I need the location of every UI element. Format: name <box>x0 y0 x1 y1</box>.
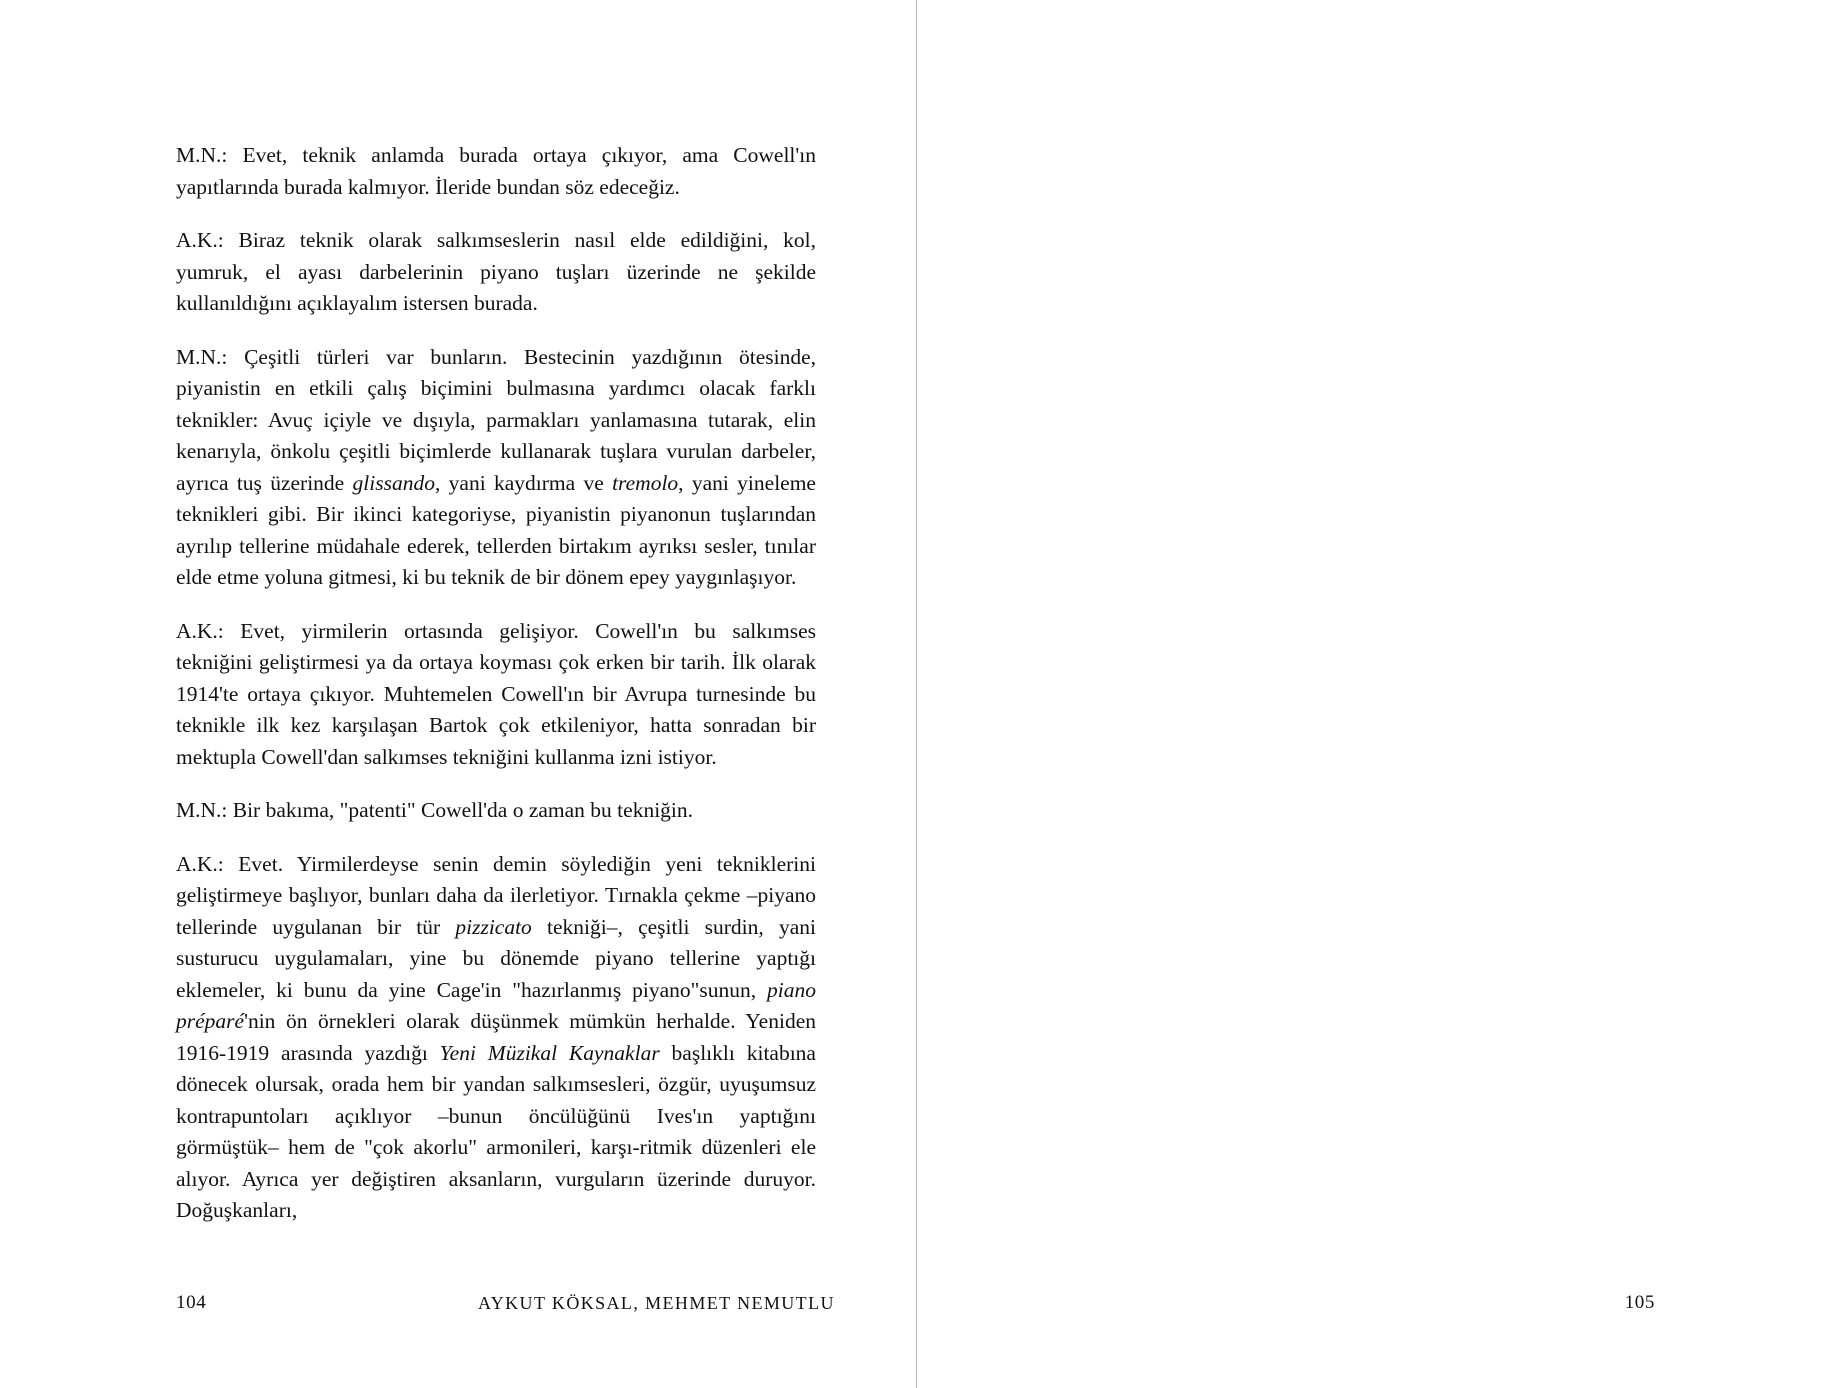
paragraph: M.N.: Çeşitli türleri var bunların. Bestecinin yazdığının ötesinde, piyanistin en etkili çalış biçimini bulmasına yardımcı olacak farklı teknikler: Avuç içiyle ve dışıyla, parmakları yanlamasına tutarak, elin kenarıyla, önkolu çeşitli biçimlerde kullanarak tuşlara vurulan darbeler, ayrıca tuş üzerinde glissando, yani kaydırma ve tremolo, yani yineleme teknikleri gibi. Bir ikinci kategoriyse, piyanistin piyanonun tuşlarından ayrılıp tellerine müdahale ederek, tellerden birtakım ayrıksı sesler, tınılar elde etme yoluna gitmesi, ki bu teknik de bir dönem epey yaygınlaşıyor. <box>176 344 816 589</box>
paragraph: M.N.: Bir bakıma, "patenti" Cowell'da o zaman bu tekniğin. <box>176 798 694 822</box>
paragraph: A.K.: Evet. Yirmilerdeyse senin demin söylediğin yeni tekniklerini geliştirmeye başlıyor, bunları daha da ilerletiyor. Tırnakla çekme –piyano tellerinde uygulanan bir tür pizzicato tekniği–, çeşitli surdin, yani susturucu uygulamaları, yine bu dönemde piyano tellerine yaptığı eklemeler, ki bunu da yine Cage'in "hazırlanmış piyano"sunun, piano préparé'nin ön örnekleri olarak düşünmek mümkün herhalde. Yeniden 1916-1919 arasında yazdığı Yeni Müzikal Kaynaklar başlıklı kitabına dönecek olursak, orada hem bir yandan salkımsesleri, özgür, uyuşumsuz kontrapuntoları açıklıyor –bunun öncülüğünü Ives'ın yaptığını görmüştük– hem de "çok akorlu" armonileri, karşı-ritmik düzenleri ele alıyor. Ayrıca yer değiştiren aksanların, vurguların üzerinde duruyor. Doğuşkanları, <box>176 851 816 1222</box>
page-right <box>916 0 1831 1388</box>
paragraph: A.K.: Evet, yirmilerin ortasında gelişiyor. Cowell'ın bu salkımses tekniğini geliştirmesi ya da ortaya koyması çok erken bir tarih. İlk olarak 1914'te ortaya çıkıyor. Muhtemelen Cowell'ın bir Avrupa turnesinde bu teknikle ilk kez karşılaşan Bartok çok etkileniyor, hatta sonradan bir mektupla Cowell'dan salkımses tekniğini kullanma izni istiyor. <box>176 618 816 769</box>
paragraph: M.N.: Evet, teknik anlamda burada ortaya çıkıyor, ama Cowell'ın yapıtlarında burada kalmıyor. İleride bundan söz edeceğiz. <box>176 143 816 199</box>
page-number-right: 105 <box>1624 1292 1655 1313</box>
left-text-column <box>176 140 816 1227</box>
paragraph: A.K.: Biraz teknik olarak salkımseslerin nasıl elde edildiğini, kol, yumruk, el ayası darbelerinin piyano tuşları üzerinde ne şekilde kullanıldığını açıklayalım istersen burada. <box>176 228 816 315</box>
running-head-left: AYKUT KÖKSAL, MEHMET NEMUTLU <box>478 1293 835 1313</box>
page-number-left: 104 <box>176 1292 207 1313</box>
